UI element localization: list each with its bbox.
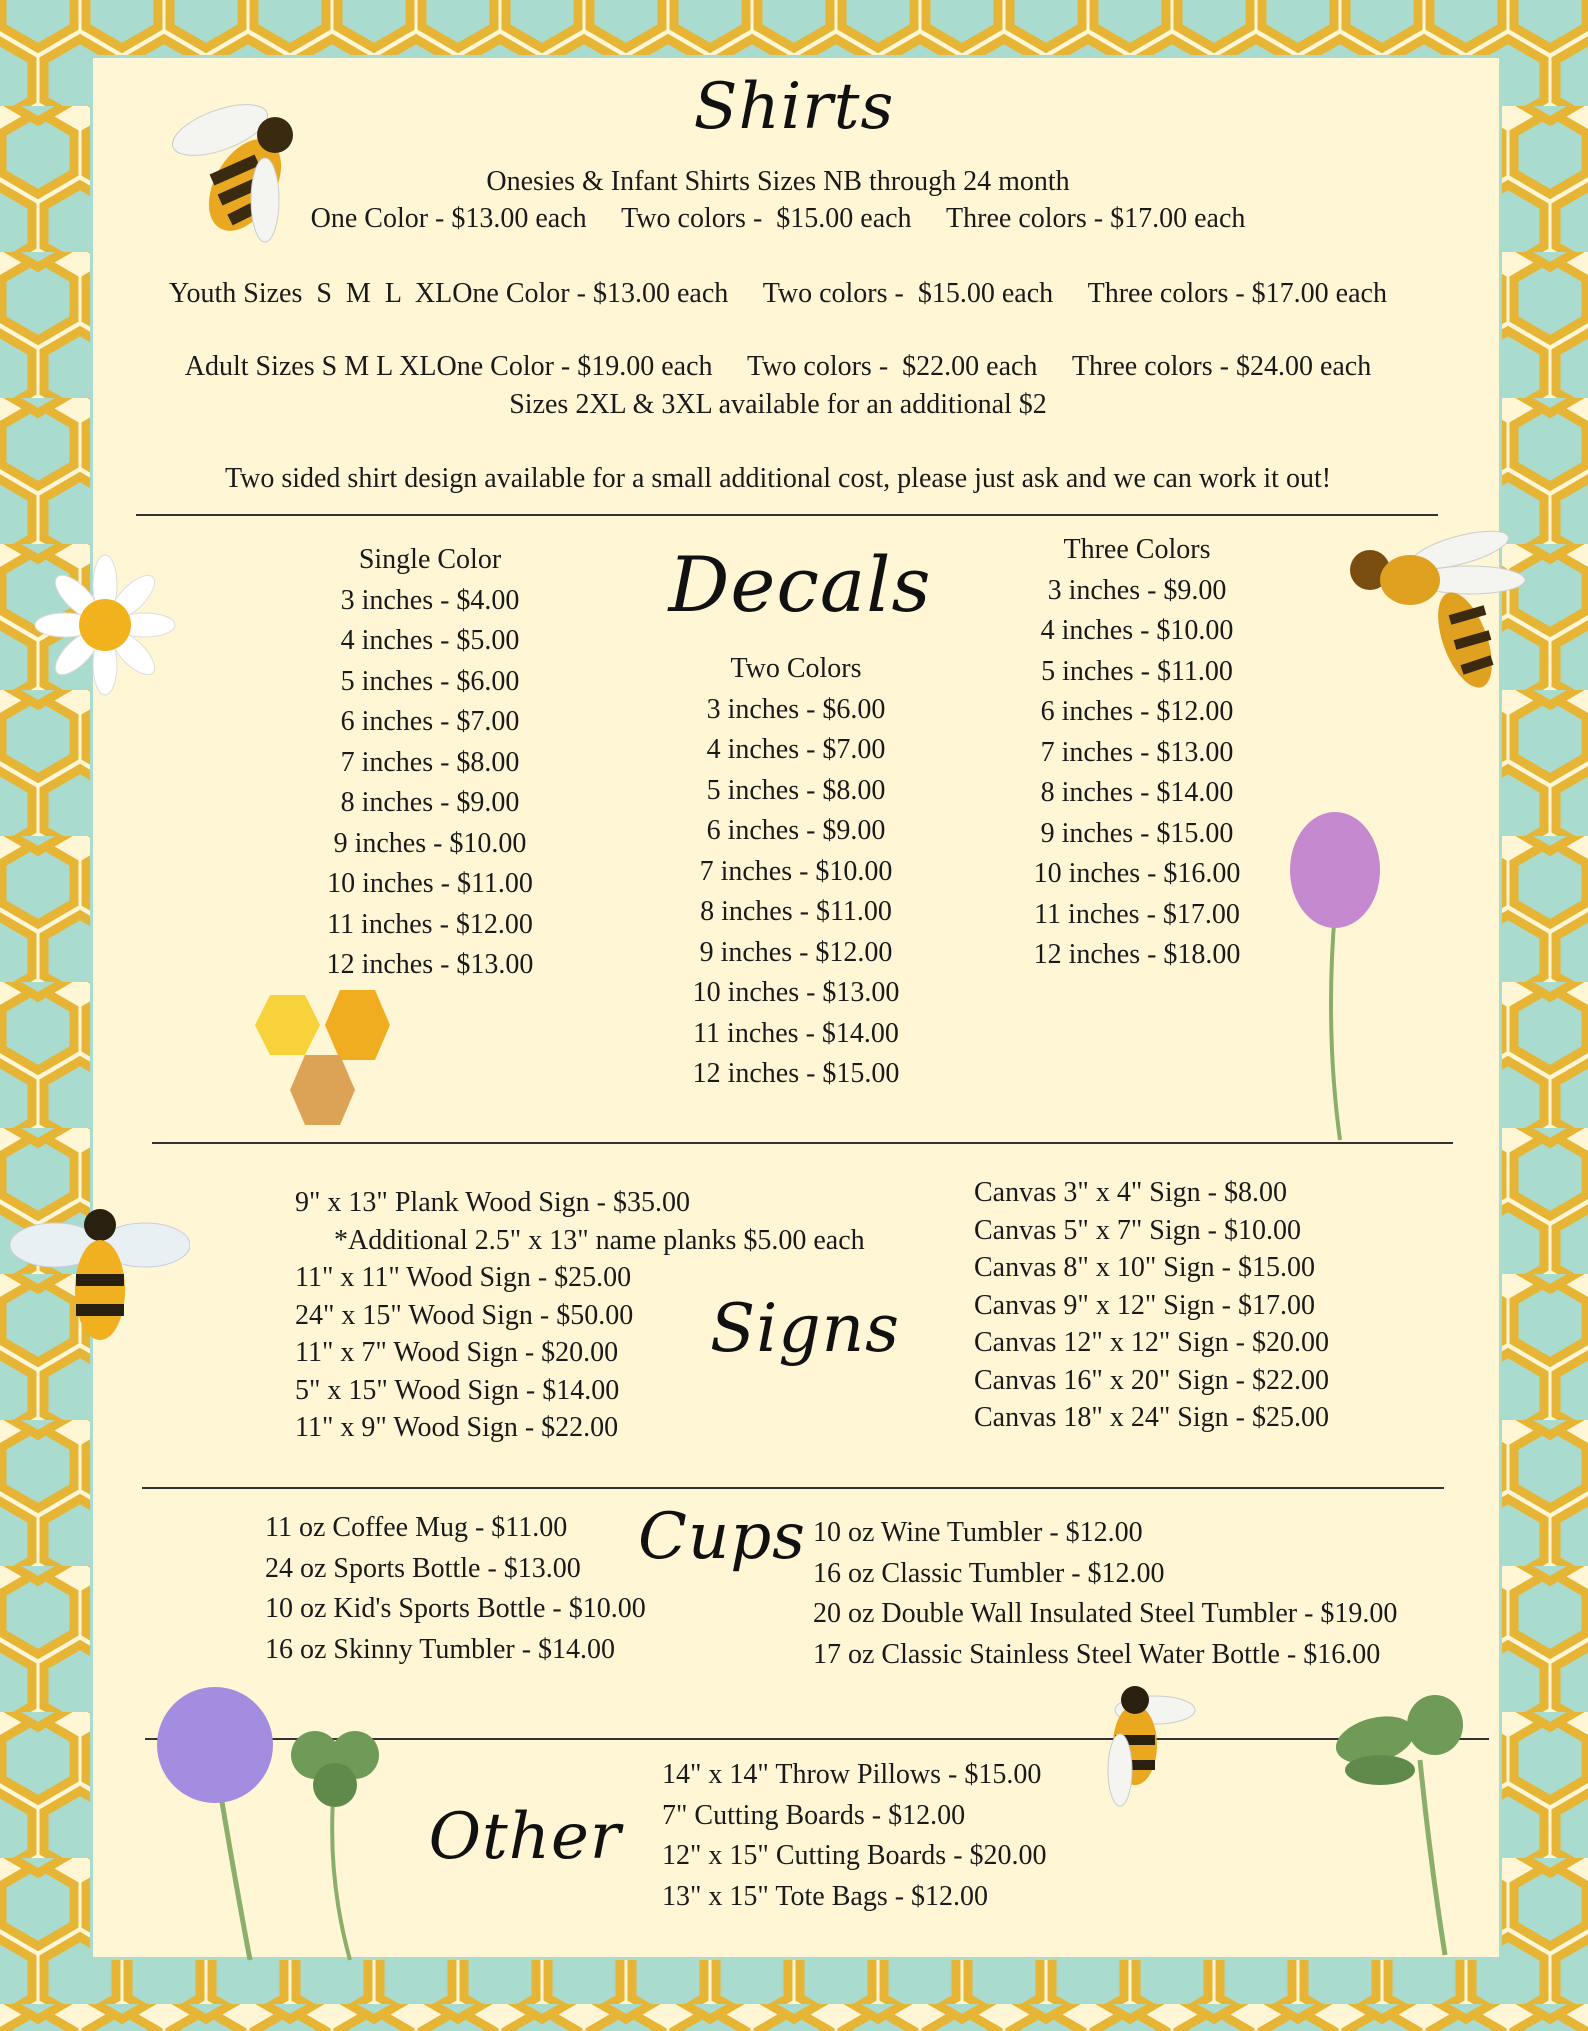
decals-three-colors-list [1034,536,1241,982]
divider [142,1487,1444,1489]
price-item: 12 inches - $15.00 [692,1058,900,1089]
price-item: 3 inches - $9.00 [1047,574,1227,606]
price-item: 6 inches - $7.00 [340,706,520,737]
price-item: 11" x 11" Wood Sign - $25.00 [295,1262,632,1293]
price-item: 9 inches - $10.00 [333,827,527,859]
column-header: Two Colors [730,653,862,684]
price-item: 12 inches - $13.00 [326,949,534,980]
price-item: 9 inches - $12.00 [699,936,893,968]
price-item: Canvas 9" x 12" Sign - $17.00 [974,1289,1315,1321]
price-item: 6 inches - $12.00 [1040,696,1234,727]
bee-icon [10,1195,190,1355]
decals-title: Decals [668,540,932,629]
price-item: 11" x 7" Wood Sign - $20.00 [295,1337,619,1368]
price-item: 4 inches - $5.00 [340,625,520,656]
shirts-plus-sizes-note: Sizes 2XL & 3XL available for an additional $2 [509,389,1047,420]
shirts-title: Shirts [693,70,895,144]
honeycomb-icon [235,985,395,1135]
price-item: 11" x 9" Wood Sign - $22.00 [295,1412,619,1443]
divider [136,514,1438,516]
price-item: 16 oz Skinny Tumbler - $14.00 [265,1633,616,1665]
price-item: 5 inches - $6.00 [340,665,520,697]
price-item: Canvas 5" x 7" Sign - $10.00 [974,1214,1301,1246]
price-item: 24" x 15" Wood Sign - $50.00 [295,1299,634,1331]
price-item: 24 oz Sports Bottle - $13.00 [265,1552,581,1584]
bee-icon [150,70,340,260]
bee-icon [1060,1670,1210,1810]
price-item: 6 inches - $9.00 [706,815,886,846]
cups-right-list [813,1519,1397,1681]
price-item: 13" x 15" Tote Bags - $12.00 [662,1880,989,1912]
price-item: 10 inches - $13.00 [692,977,900,1008]
shirts-infant-prices: One Color - $13.00 each Two colors - $15.00 each Three colors - $17.00 each [310,203,1246,234]
shirts-two-sided-note: Two sided shirt design available for a small additional cost, please just ask and we can work it out! [224,463,1332,494]
price-item: 7 inches - $10.00 [699,855,893,887]
price-item: 3 inches - $6.00 [706,693,886,725]
price-item: Canvas 16" x 20" Sign - $22.00 [974,1364,1329,1396]
price-item: 5 inches - $8.00 [706,774,886,806]
price-item: 5 inches - $11.00 [1041,655,1233,687]
price-item: 7 inches - $8.00 [340,746,520,778]
shirts-infant-line: Onesies & Infant Shirts Sizes NB through 24 month [486,166,1070,197]
price-item: 10 inches - $16.00 [1033,858,1241,889]
clover-flower-icon [1280,810,1390,1150]
signs-title: Signs [710,1290,900,1367]
clover-flower-icon [150,1680,410,1970]
signs-wood-list [295,1189,865,1452]
price-item: 14" x 14" Throw Pillows - $15.00 [662,1759,1042,1790]
price-item: 11 inches - $17.00 [1034,898,1240,930]
price-item: 8 inches - $9.00 [340,787,520,818]
price-item: 8 inches - $14.00 [1040,777,1234,808]
price-item: 11 inches - $14.00 [693,1017,899,1049]
divider [152,1142,1453,1144]
price-item: Canvas 18" x 24" Sign - $25.00 [974,1402,1329,1433]
shirts-adult-prices: Adult Sizes S M L XLOne Color - $19.00 each Two colors - $22.00 each Three colors - $24.00 each [184,351,1372,382]
signs-canvas-list [974,1179,1329,1442]
price-item: 9" x 13" Plank Wood Sign - $35.00 [295,1187,690,1218]
price-note: *Additional 2.5" x 13" name planks $5.00 each [334,1224,865,1256]
other-title: Other [428,1800,622,1874]
price-item: 7" Cutting Boards - $12.00 [662,1799,966,1831]
cups-title: Cups [638,1500,806,1574]
price-item: 9 inches - $15.00 [1040,817,1234,849]
price-item: 3 inches - $4.00 [340,584,520,616]
column-header: Three Colors [1063,534,1211,565]
price-item: 8 inches - $11.00 [700,896,892,927]
price-item: 16 oz Classic Tumbler - $12.00 [813,1557,1165,1589]
bee-icon [1320,510,1540,710]
price-item: 10 oz Wine Tumbler - $12.00 [813,1517,1143,1548]
price-item: 12 inches - $18.00 [1033,939,1241,970]
other-list [662,1761,1047,1923]
price-item: Canvas 12" x 12" Sign - $20.00 [974,1327,1329,1358]
cups-left-list [265,1514,646,1676]
column-header: Single Color [358,544,502,575]
decals-two-colors-list [693,655,900,1101]
clover-leaf-icon [1320,1690,1470,1960]
price-item: 5" x 15" Wood Sign - $14.00 [295,1374,620,1406]
price-item: 17 oz Classic Stainless Steel Water Bottle - $16.00 [813,1638,1381,1670]
daisy-icon [30,550,180,700]
price-item: 11 inches - $12.00 [327,908,533,940]
price-item: 4 inches - $10.00 [1040,615,1234,646]
price-item: 20 oz Double Wall Insulated Steel Tumbler - $19.00 [813,1598,1398,1629]
price-item: 10 oz Kid's Sports Bottle - $10.00 [265,1593,646,1624]
price-item: Canvas 8" x 10" Sign - $15.00 [974,1252,1315,1283]
price-item: Canvas 3" x 4" Sign - $8.00 [974,1177,1287,1208]
shirts-youth-prices: Youth Sizes S M L XLOne Color - $13.00 each Two colors - $15.00 each Three colors - $17.00 each [169,278,1387,309]
price-item: 7 inches - $13.00 [1040,736,1234,768]
price-item: 11 oz Coffee Mug - $11.00 [265,1512,568,1543]
decals-single-color-list [327,546,534,992]
price-item: 4 inches - $7.00 [706,734,886,765]
price-item: 10 inches - $11.00 [327,868,533,899]
price-item: 12" x 15" Cutting Boards - $20.00 [662,1840,1047,1871]
